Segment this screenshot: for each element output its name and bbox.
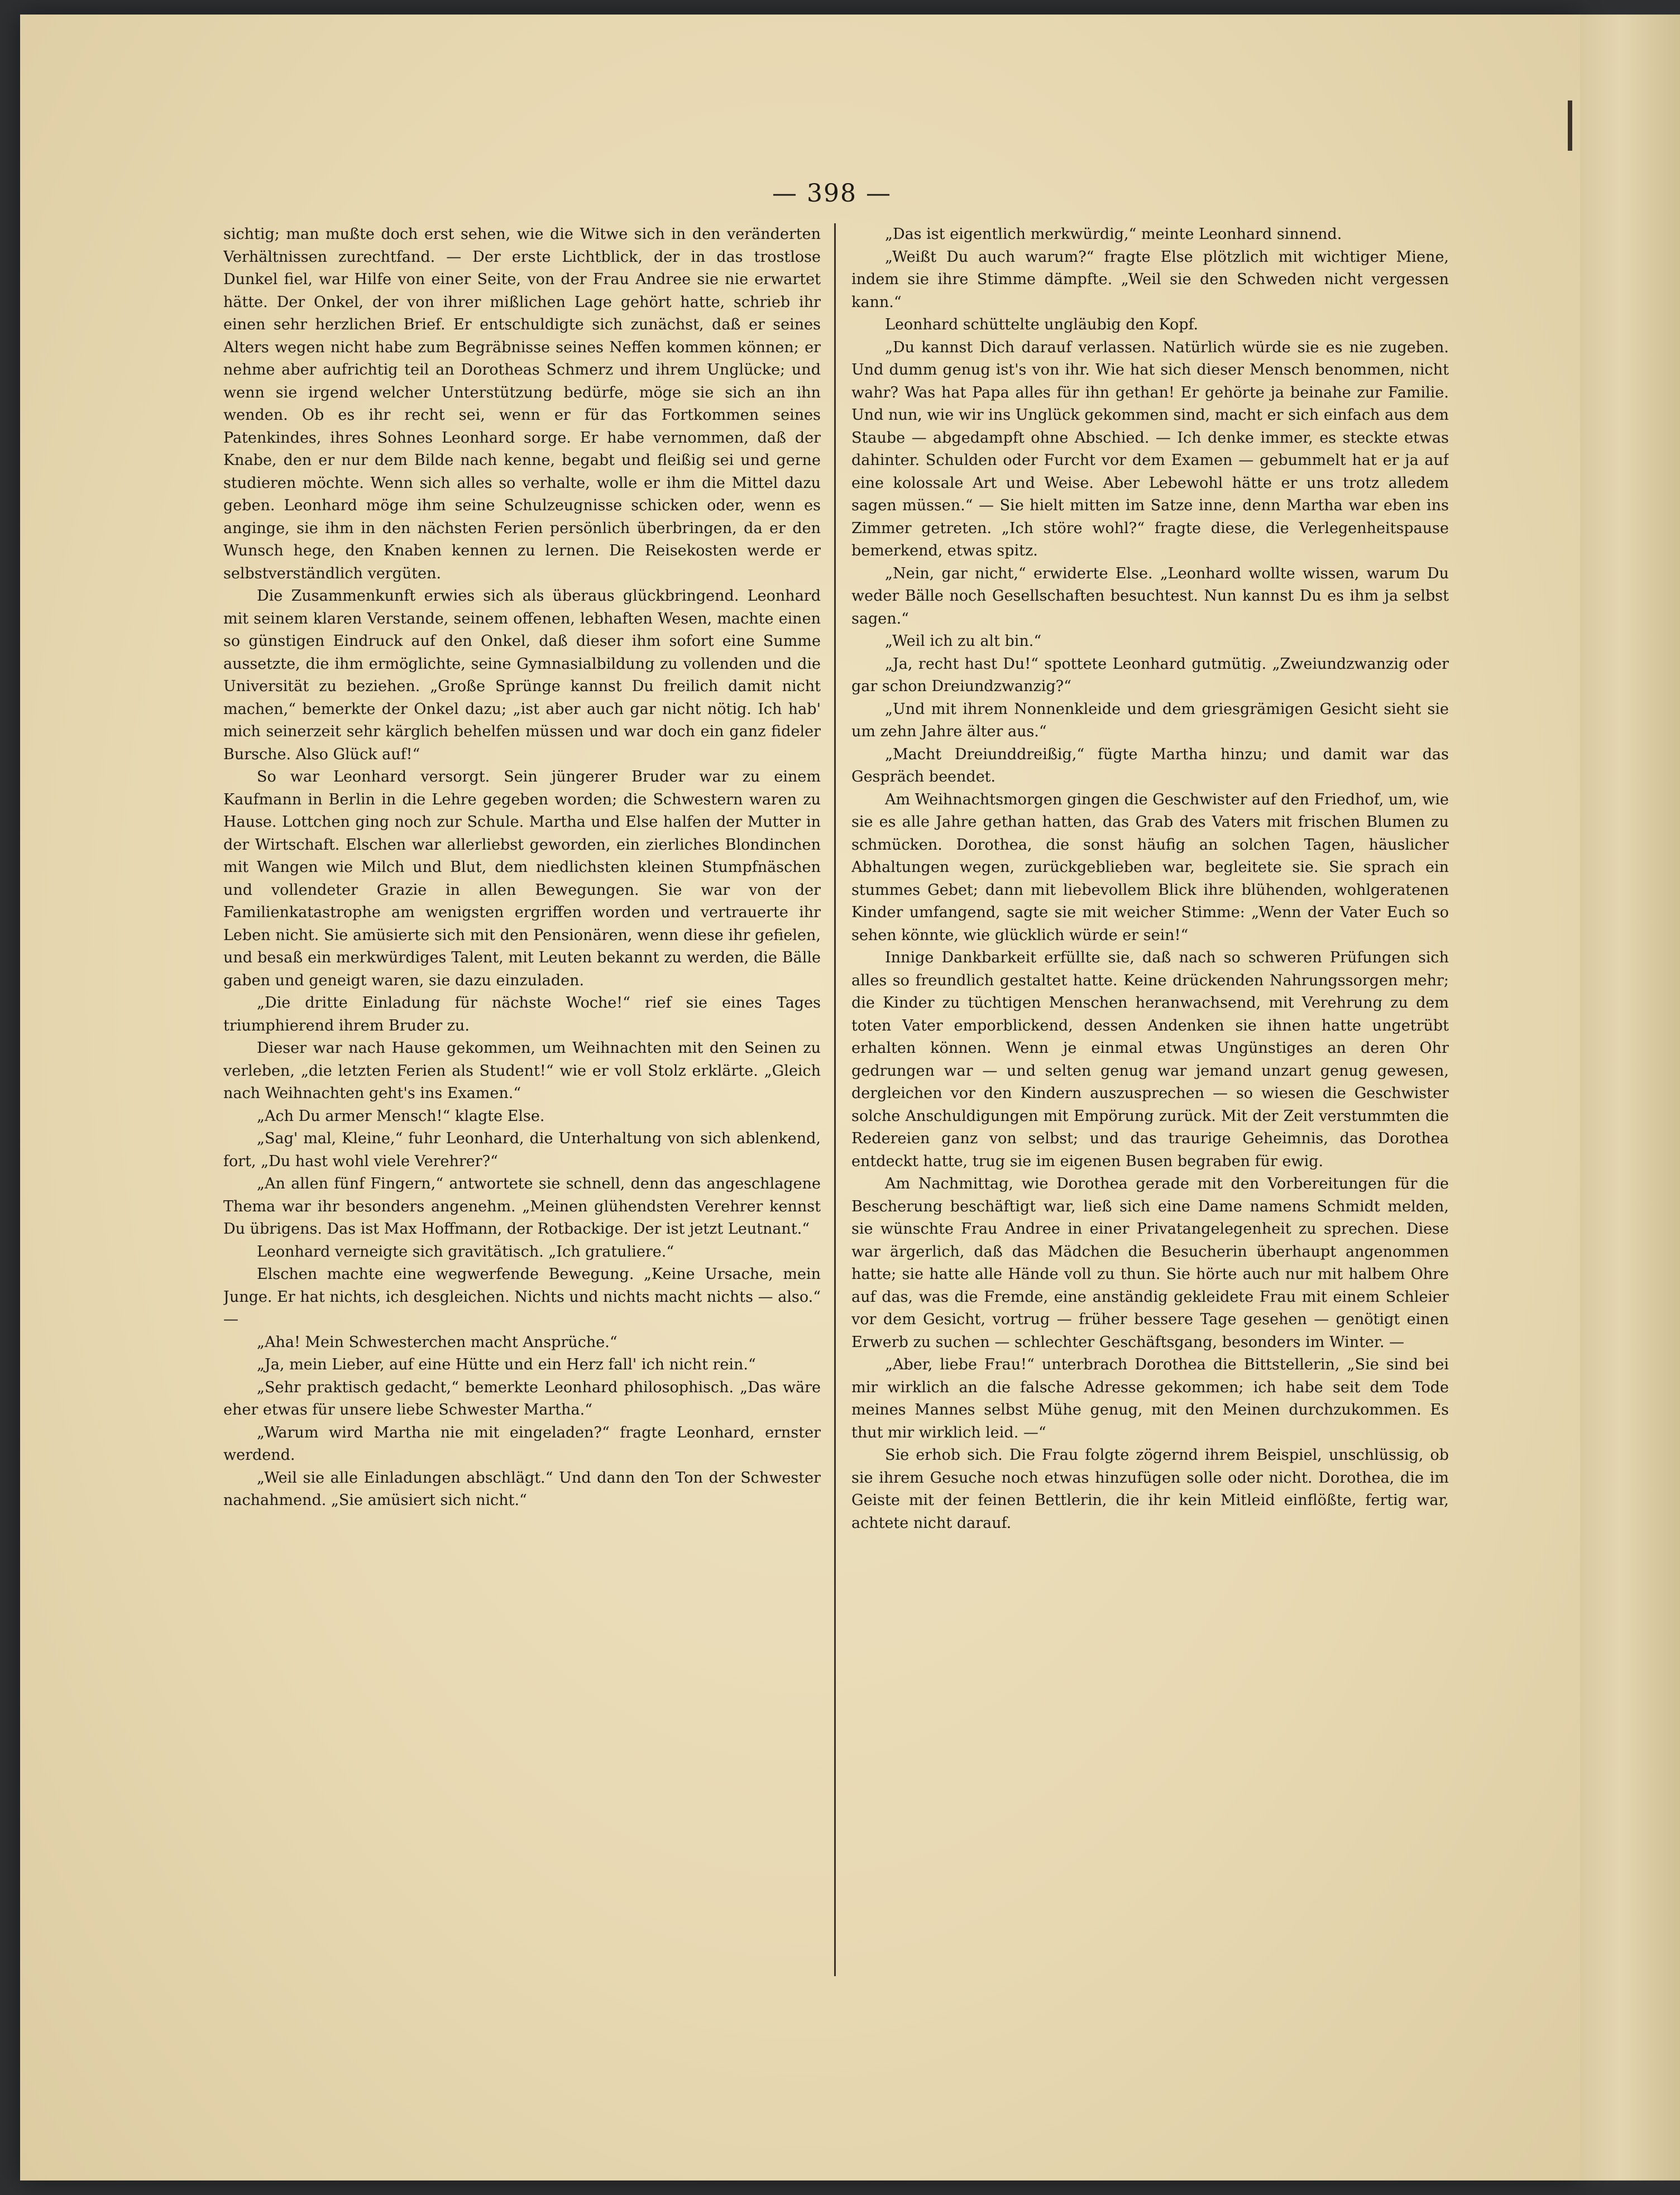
paragraph: „Sag' mal, Kleine,“ fuhr Leonhard, die Unterhaltung von sich ablenkend, fort, „Du hast wohl viele Verehrer?“ [223,1130,821,1170]
paragraph: Dieser war nach Hause gekommen, um Weihnachten mit den Seinen zu verleben, „die letzten Ferien als Student!“ wie er voll Stolz erklärte. „Gleich nach Weihnachten geht's ins Examen.“ [223,1039,821,1102]
paragraph: „Warum wird Martha nie mit eingeladen?“ fragte Leonhard, ernster werdend. [223,1424,821,1464]
left-text-column [223,223,821,1982]
paragraph: „Ja, recht hast Du!“ spottete Leonhard gutmütig. „Zweiundzwanzig oder gar schon Dreiundzwanzig?“ [851,655,1449,695]
paragraph: Am Nachmittag, wie Dorothea gerade mit den Vorbereitungen für die Bescherung beschäftigt war, ließ sich eine Dame namens Schmidt melden, sie wünschte Frau Andree in einer Privatangelegenheit zu sprechen. Diese war ärgerlich, daß das Mädchen die Besucherin überhaupt angenommen hatte; sie hatte alle Hände voll zu thun. Sie hörte auch nur mit halbem Ohre auf das, was die Fremde, eine anständig gekleidete Frau mit einem Schleier vor dem Gesicht, vortrug — früher bessere Tage gesehen — genötigt einen Erwerb zu suchen — schlechter Geschäftsgang, besonders im Winter. — [851,1175,1449,1351]
page-edge [1580,15,1680,2180]
paragraph: „Ja, mein Lieber, auf eine Hütte und ein Herz fall' ich nicht rein.“ [257,1356,756,1373]
paragraph: „Aha! Mein Schwesterchen macht Ansprüche.“ [257,1333,618,1351]
paragraph: „Weil sie alle Einladungen abschlägt.“ Und dann den Ton der Schwester nachahmend. „Sie amüsiert sich nicht.“ [223,1469,821,1509]
binder-mark [1568,100,1572,151]
paragraph: „Weißt Du auch warum?“ fragte Else plötzlich mit wichtiger Miene, indem sie ihre Stimme dämpfte. „Weil sie den Schweden nicht vergessen kann.“ [851,248,1449,311]
paragraph: „Sehr praktisch gedacht,“ bemerkte Leonhard philosophisch. „Das wäre eher etwas für unsere liebe Schwester Martha.“ [223,1378,821,1418]
paragraph: So war Leonhard versorgt. Sein jüngerer Bruder war zu einem Kaufmann in Berlin in die Lehre gegeben worden; die Schwestern waren zu Hause. Lottchen ging noch zur Schule. Martha und Else halfen der Mutter in der Wirtschaft. Elschen war allerliebst geworden, ein zierliches Blondinchen mit Wangen wie Milch und Blut, dem niedlichsten kleinen Stumpfnäschen und vollendeter Grazie in allen Bewegungen. Sie war von der Familienkatastrophe am wenigsten ergriffen worden und vertrauerte ihr Leben nicht. Sie amüsierte sich mit den Pensionären, wenn diese ihr gefielen, und besaß ein merkwürdiges Talent, mit Leuten bekannt zu werden, die Bälle gaben und geneigt waren, sie dazu einzuladen. [223,768,821,989]
paragraph: Leonhard verneigte sich gravitätisch. „Ich gratuliere.“ [257,1243,674,1261]
paragraph: „Du kannst Dich darauf verlassen. Natürlich würde sie es nie zugeben. Und dumm genug ist's von ihr. Wie hat sich dieser Mensch benommen, nicht wahr? Was hat Papa alles für ihn gethan! Er gehörte ja beinahe zur Familie. Und nun, wie wir ins Unglück gekommen sind, macht er sich einfach aus dem Staube — abgedampft ohne Abschied. — Ich denke immer, es steckte etwas dahinter. Schulden oder Furcht vor dem Examen — gebummelt hat er ja auf eine kolossale Art und Weise. Aber Lebewohl hätte er uns trotz alledem sagen müssen.“ — Sie hielt mitten im Satze inne, denn Martha war eben ins Zimmer getreten. „Ich störe wohl?“ fragte diese, die Verlegenheitspause bemerkend, etwas spitz. [851,338,1449,559]
paragraph: „Ach Du armer Mensch!“ klagte Else. [257,1107,545,1125]
page-number: — 398 — [772,179,892,208]
paragraph: „Und mit ihrem Nonnenkleide und dem griesgrämigen Gesicht sieht sie um zehn Jahre älter aus.“ [851,700,1449,740]
paragraph: „Das ist eigentlich merkwürdig,“ meinte Leonhard sinnend. [885,226,1342,243]
column-divider [834,223,836,1976]
paragraph: „Weil ich zu alt bin.“ [885,632,1042,650]
paragraph: Am Weihnachtsmorgen gingen die Geschwister auf den Friedhof, um, wie sie es alle Jahre gethan hatten, das Grab des Vaters mit frischen Blumen zu schmücken. Dorothea, die sonst häufig an solchen Tagen, häuslicher Abhaltungen wegen, zurückgeblieben war, begleitete sie. Sie sprach ein stummes Gebet; dann mit liebevollem Blick ihre blühenden, wohlgeratenen Kinder umfangend, sagte sie mit weicher Stimme: „Wenn der Vater Euch so sehen könnte, wie glücklich würde er sein!“ [851,790,1449,944]
paragraph: „Aber, liebe Frau!“ unterbrach Dorothea die Bittstellerin, „Sie sind bei mir wirklich an die falsche Adresse gekommen; ich habe seit dem Tode meines Mannes selbst Mühe genug, mit den Meinen durchzukommen. Es thut mir wirklich leid. —“ [851,1356,1449,1441]
paragraph: „An allen fünf Fingern,“ antwortete sie schnell, denn das angeschlagene Thema war ihr besonders angenehm. „Meinen glühendsten Verehrer kennst Du übrigens. Das ist Max Hoffmann, der Rotbackige. Der ist jetzt Leutnant.“ [223,1175,821,1238]
paragraph: Die Zusammenkunft erwies sich als überaus glückbringend. Leonhard mit seinem klaren Verstande, seinem offenen, lebhaften Wesen, machte einen so günstigen Eindruck auf den Onkel, daß dieser ihm sofort eine Summe aussetzte, die ihm ermöglichte, seine Gymnasialbildung zu vollenden und die Universität zu beziehen. „Große Sprünge kannst Du freilich damit nicht machen,“ bemerkte der Onkel dazu; „ist aber auch gar nicht nötig. Ich hab' mich seinerzeit sehr kärglich behelfen müssen und war doch ein ganz fideler Bursche. Also Glück auf!“ [223,587,821,763]
paragraph: Sie erhob sich. Die Frau folgte zögernd ihrem Beispiel, unschlüssig, ob sie ihrem Gesuche noch etwas hinzufügen solle oder nicht. Dorothea, die im Geiste mit der feinen Bettlerin, die ihr kein Mitleid einflößte, fertig war, achtete nicht darauf. [851,1446,1449,1532]
paragraph: Elschen machte eine wegwerfende Bewegung. „Keine Ursache, mein Junge. Er hat nichts, ich desgleichen. Nichts und nichts macht nichts — also.“ — [223,1266,821,1328]
paragraph: sichtig; man mußte doch erst sehen, wie die Witwe sich in den veränderten Verhältnissen zurechtfand. — Der erste Lichtblick, der in das trostlose Dunkel fiel, war Hilfe von einer Seite, von der Frau Andree sie nie erwartet hätte. Der Onkel, der von ihrer mißlichen Lage gehört hatte, schrieb ihr einen sehr herzlichen Brief. Er entschuldigte sich zunächst, daß er seines Alters wegen nicht habe zum Begräbnisse seines Neffen kommen können; er nehme aber aufrichtig teil an Dorotheas Schmerz und ihrem Unglücke; und wenn sie irgend welcher Unterstützung bedürfe, möge sie sich an ihn wenden. Ob es ihr recht sei, wenn er für das Fortkommen seines Patenkindes, ihres Sohnes Leonhard sorge. Er habe vernommen, daß der Knabe, den er nur dem Bilde nach kenne, begabt und fleißig sei und gerne studieren möchte. Wenn sich alles so verhalte, wolle er ihm die Mittel dazu geben. Leonhard möge ihm seine Schulzeugnisse schicken oder, wenn es anginge, sie ihm in den nächsten Ferien persönlich überbringen, da er den Wunsch hege, den Knaben kennen zu lernen. Die Reisekosten werde er selbstverständlich vergüten. [223,226,821,582]
paragraph: Innige Dankbarkeit erfüllte sie, daß nach so schweren Prüfungen sich alles so freundlich gestaltet hatte. Keine drückenden Nahrungssorgen mehr; die Kinder zu tüchtigen Menschen heranwachsend, mit Verehrung zu dem toten Vater emporblickend, dessen Andenken sie ihnen hatte ungetrübt erhalten können. Wenn je einmal etwas Ungünstiges an deren Ohr gedrungen war — und selten genug war jemand unzart genug gewesen, dergleichen vor den Kindern auszusprechen — so wiesen die Geschwister solche Anschuldigungen mit Empörung zurück. Mit der Zeit verstummten die Redereien ganz von selbst; und das traurige Geheimnis, das Dorothea entdeckt hatte, trug sie im eigenen Busen begraben für ewig. [851,949,1449,1170]
paragraph: „Die dritte Einladung für nächste Woche!“ rief sie eines Tages triumphierend ihrem Bruder zu. [223,994,821,1034]
paragraph: „Nein, gar nicht,“ erwiderte Else. „Leonhard wollte wissen, warum Du weder Bälle noch Gesellschaften besuchtest. Nun kannst Du es ihm ja selbst sagen.“ [851,564,1449,627]
right-text-column [851,223,1449,1982]
paragraph: „Macht Dreiunddreißig,“ fügte Martha hinzu; und damit war das Gespräch beendet. [851,745,1449,785]
paragraph: Leonhard schüttelte ungläubig den Kopf. [885,316,1199,333]
